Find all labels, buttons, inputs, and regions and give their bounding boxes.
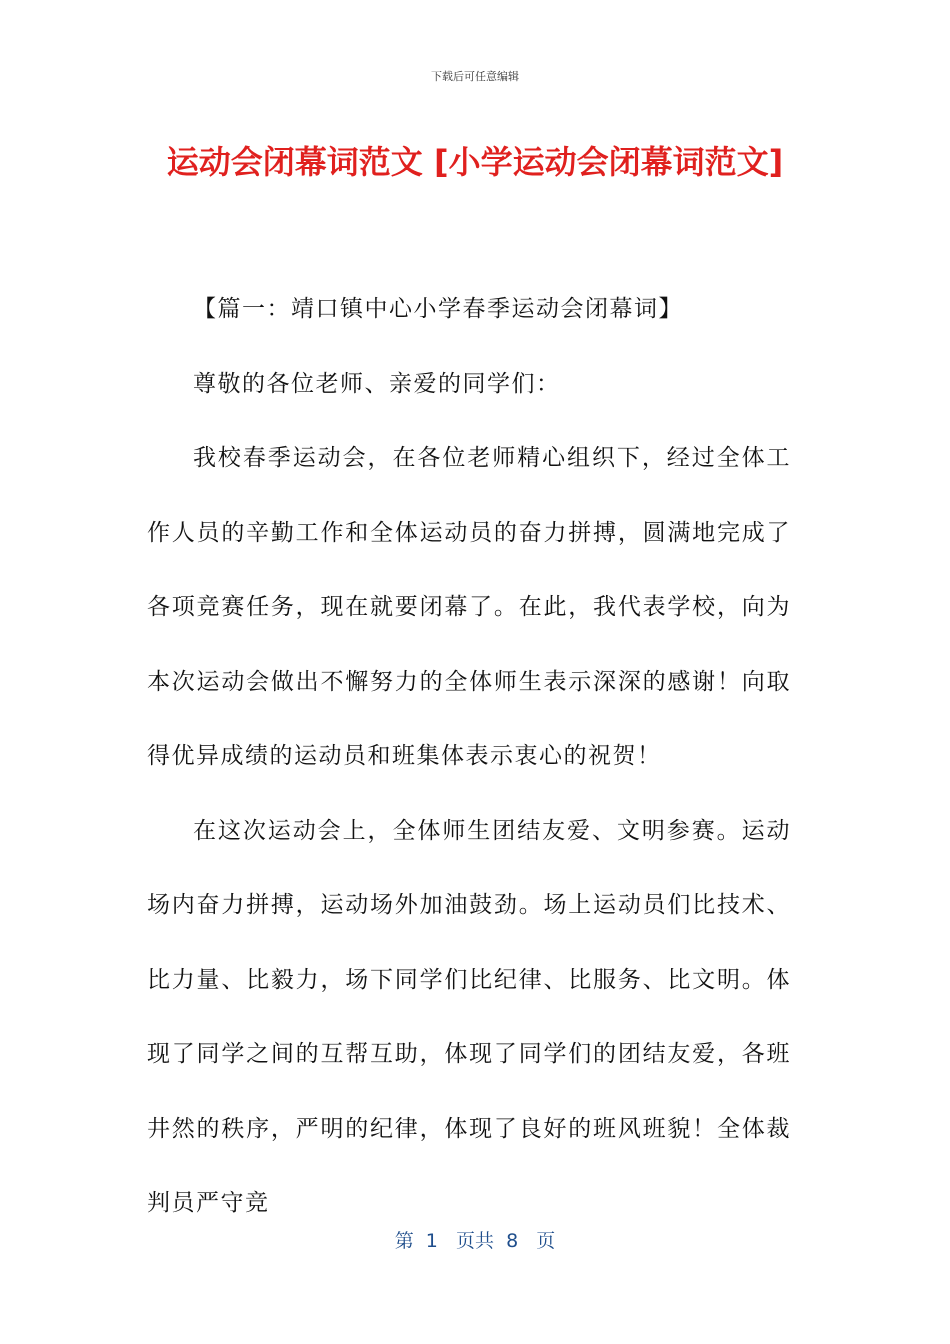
paragraph-section-heading: 【篇一：靖口镇中心小学春季运动会闭幕词】 — [193, 296, 683, 322]
paragraph-opening: 我校春季运动会，在各位老师精心组织下，经过全体工作人员的辛勤工作和全体运动员的奋力拼搏，圆满地完成了各项竞赛任务，现在就要闭幕了。在此，我代表学校，向为本次运动会做出不懈努力的全体师生表示深深的感谢！向取得优异成绩的运动员和班集体表示衷心的祝贺！ — [147, 445, 791, 769]
document-body — [147, 272, 791, 1241]
paragraph-body: 在这次运动会上，全体师生团结友爱、文明参赛。运动场内奋力拼搏，运动场外加油鼓劲。场上运动员们比技术、比力量、比毅力，场下同学们比纪律、比服务、比文明。体现了同学之间的互帮互助，体现了同学们的团结友爱，各班井然的秩序，严明的纪律，体现了良好的班风班貌！全体裁判员严守竞 — [147, 817, 791, 1216]
paragraph-salutation: 尊敬的各位老师、亲爱的同学们： — [193, 370, 561, 397]
document-title: 运动会闭幕词范文 [小学运动会闭幕词范文] — [166, 143, 784, 181]
page-number-footer: 第 1 页共 8 页 — [394, 1230, 556, 1252]
header-note: 下载后可任意编辑 — [431, 70, 519, 83]
